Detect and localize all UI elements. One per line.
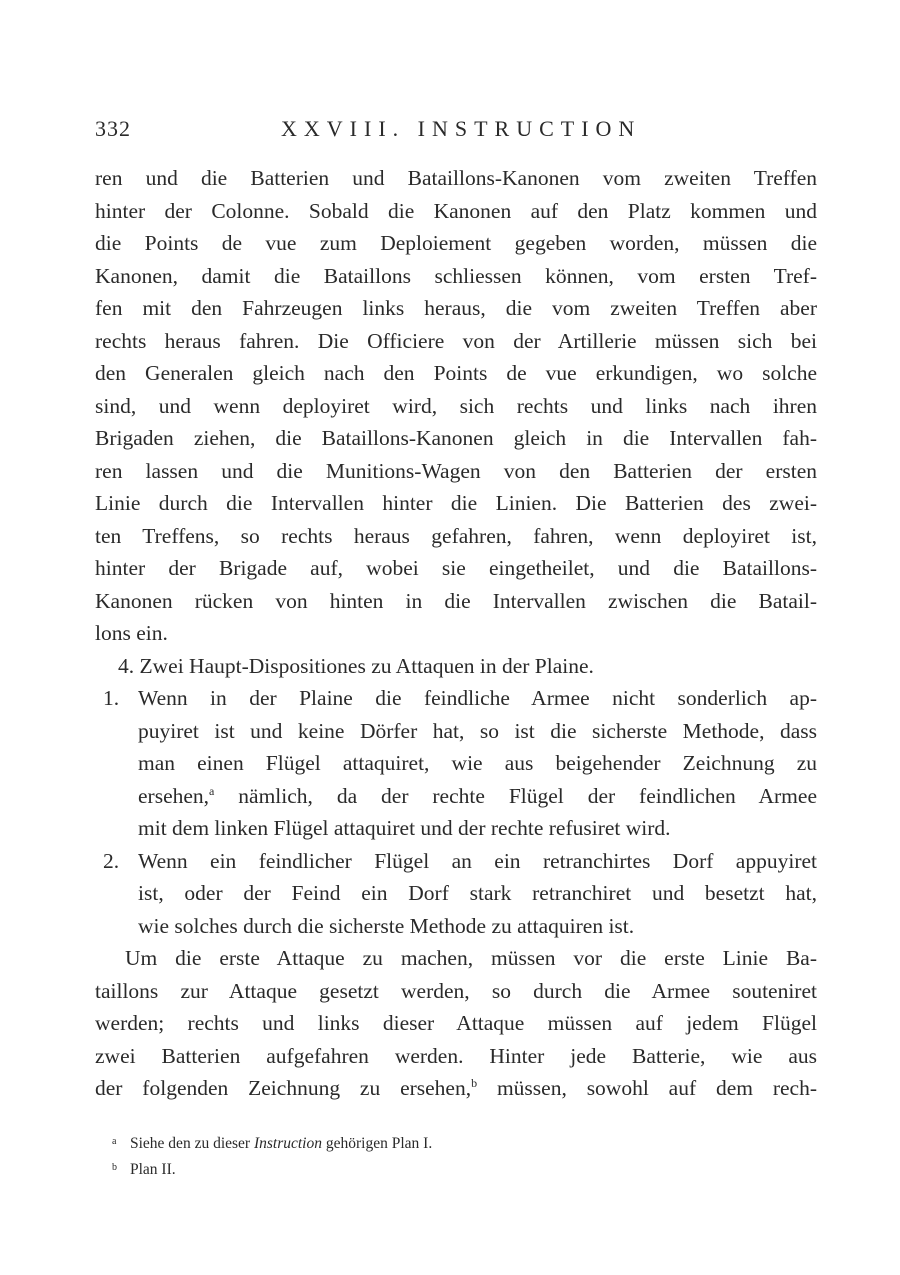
text-line: werden; rechts und links dieser Attaque müssen auf jedem Flügel bbox=[95, 1011, 817, 1035]
text-line: ren und die Batterien und Bataillons-Kanonen vom zweiten Treffen bbox=[95, 166, 817, 190]
text-line: rechts heraus fahren. Die Officiere von der Artillerie müssen sich bei bbox=[95, 328, 817, 353]
footnote-ref-a[interactable]: a bbox=[209, 783, 215, 798]
section-4-heading: 4. Zwei Haupt-Dispositiones zu Attaquen in der Plaine. bbox=[118, 653, 594, 678]
text-line: puyiret ist und keine Dörfer hat, so ist die sicherste Methode, dass bbox=[138, 718, 817, 743]
text-line: wie solches durch die sicherste Methode zu attaquiren ist. bbox=[138, 913, 635, 938]
footnote-b bbox=[112, 1156, 612, 1182]
text-line: hinter der Colonne. Sobald die Kanonen auf den Platz kommen und bbox=[95, 198, 817, 223]
text-line: ist, oder der Feind ein Dorf stark retranchiret und besetzt hat, bbox=[138, 881, 817, 905]
text-line: Wenn in der Plaine die feindliche Armee nicht sonderlich ap- bbox=[138, 686, 817, 710]
text-fragment: nämlich, da der rechte Flügel der feindlichen Armee bbox=[214, 783, 817, 808]
text-line: den Generalen gleich nach den Points de vue erkundigen, wo solche bbox=[95, 361, 817, 385]
section-heading bbox=[95, 650, 817, 683]
footnote-italic: Instruction bbox=[253, 1135, 322, 1152]
text-line: ten Treffens, so rechts heraus gefahren, fahren, wenn deployiret ist, bbox=[95, 523, 817, 548]
text-line: ren lassen und die Munitions-Wagen von den Batterien der ersten bbox=[95, 458, 817, 483]
list-item-2 bbox=[95, 845, 817, 943]
text-line: man einen Flügel attaquiret, wie aus beigehender Zeichnung zu bbox=[138, 751, 817, 775]
text-line: mit dem linken Flügel attaquiret und der rechte refusiret wird. bbox=[138, 816, 671, 840]
footnote-mark: b bbox=[112, 1162, 117, 1173]
text-line: zwei Batterien aufgefahren werden. Hinter jede Batterie, wie aus bbox=[95, 1043, 817, 1068]
text-line: Brigaden ziehen, die Bataillons-Kanonen gleich in die Intervallen fah- bbox=[95, 426, 817, 450]
footnote-text: Siehe den zu dieser bbox=[130, 1135, 254, 1152]
footnote-ref-b[interactable]: b bbox=[471, 1076, 478, 1090]
text-line: Um die erste Attaque zu machen, müssen vor die erste Linie Ba- bbox=[125, 946, 817, 970]
footnote-text: Plan II. bbox=[130, 1161, 176, 1178]
text-line: die Points de vue zum Deploiement gegeben worden, müssen die bbox=[95, 231, 817, 255]
page-number: 332 bbox=[95, 116, 131, 141]
body-text bbox=[95, 162, 817, 1105]
paragraph-1 bbox=[95, 162, 817, 650]
text-line: hinter der Brigade auf, wobei sie eingetheilet, und die Bataillons- bbox=[95, 556, 817, 580]
text-line: Linie durch die Intervallen hinter die Linien. Die Batterien des zwei- bbox=[95, 491, 817, 515]
text-line: Kanonen rücken von hinten in die Intervallen zwischen die Batail- bbox=[95, 588, 817, 613]
text-line: taillons zur Attaque gesetzt werden, so durch die Armee souteniret bbox=[95, 978, 817, 1003]
footnote-a bbox=[112, 1130, 612, 1156]
text-line: fen mit den Fahrzeugen links heraus, die vom zweiten Treffen aber bbox=[95, 296, 817, 320]
text-fragment: der folgenden Zeichnung zu ersehen, bbox=[95, 1076, 472, 1100]
text-line: sind, und wenn deployiret wird, sich rechts und links nach ihren bbox=[95, 393, 817, 418]
list-item-number: 2. bbox=[103, 848, 120, 873]
text-line bbox=[138, 780, 817, 813]
footnote-mark: a bbox=[112, 1136, 117, 1147]
page-header bbox=[95, 116, 815, 146]
text-line: Kanonen, damit die Bataillons schliessen können, vom ersten Tref- bbox=[95, 263, 817, 288]
footnotes bbox=[112, 1130, 612, 1182]
paragraph-2 bbox=[95, 942, 817, 1105]
text-line bbox=[95, 1072, 817, 1105]
list-item-1 bbox=[95, 682, 817, 845]
text-line: Wenn ein feindlicher Flügel an ein retranchirtes Dorf appuyiret bbox=[138, 848, 817, 873]
text-line: lons ein. bbox=[95, 621, 168, 645]
running-title: XXVIII. INSTRUCTION bbox=[281, 116, 642, 141]
list-item-number: 1. bbox=[103, 686, 120, 710]
footnote-text: gehörigen Plan I. bbox=[322, 1135, 433, 1152]
text-fragment: müssen, sowohl auf dem rech- bbox=[477, 1076, 817, 1100]
text-fragment: ersehen, bbox=[138, 783, 210, 808]
